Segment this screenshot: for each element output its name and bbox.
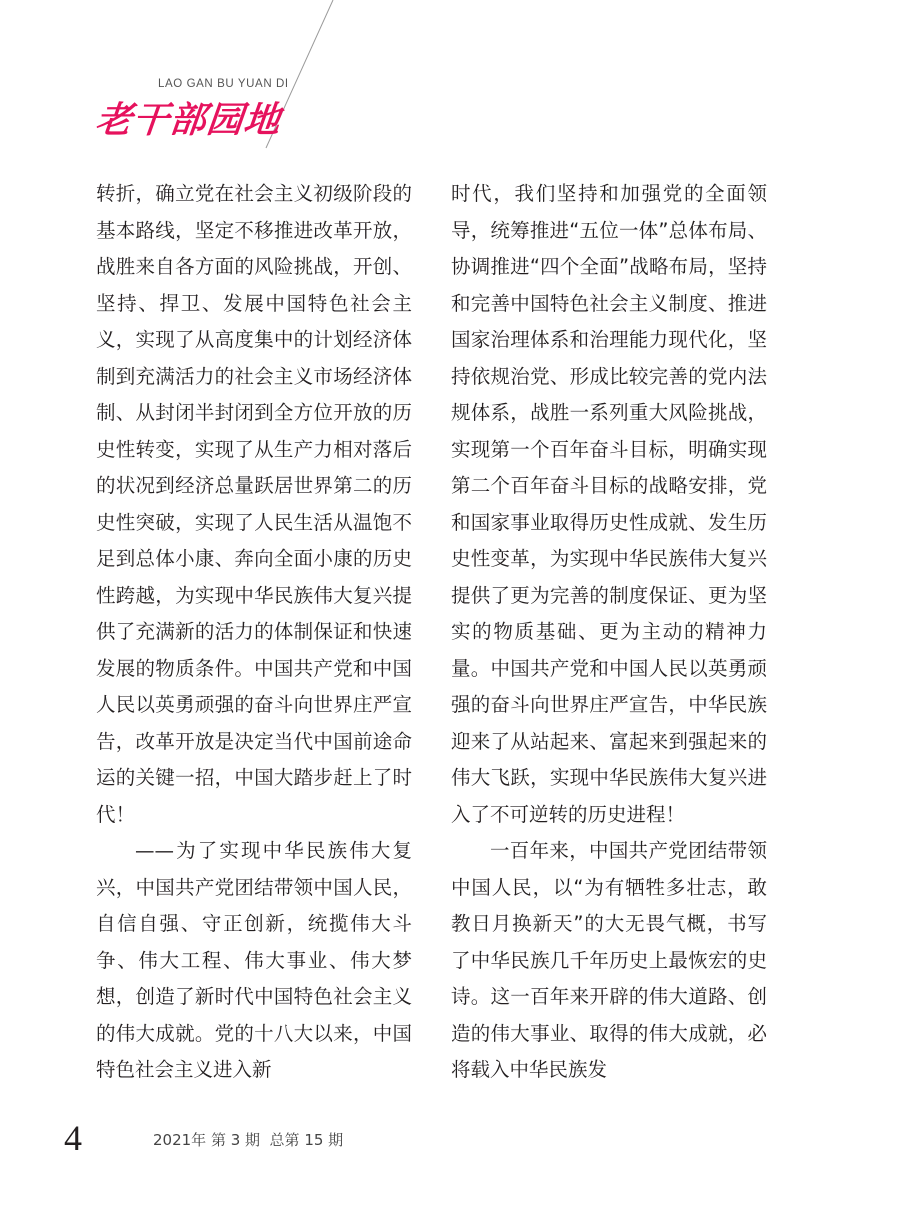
text-column-right: [451, 176, 767, 1089]
issue-info: 2021年 第 3 期 总第 15 期: [153, 1131, 344, 1149]
paragraph: 转折，确立党在社会主义初级阶段的基本路线，坚定不移推进改革开放，战胜来自各方面的风险挑战，开创、坚持、捍卫、发展中国特色社会主义，实现了从高度集中的计划经济体制到充满活力的社会主义市场经济体制、从封闭半封闭到全方位开放的历史性转变，实现了从生产力相对落后的状况到经济总量跃居世界第二的历史性突破，实现了人民生活从温饱不足到总体小康、奔向全面小康的历史性跨越，为实现中华民族伟大复兴提供了充满新的活力的体制保证和快速发展的物质条件。中国共产党和中国人民以英勇顽强的奋斗向世界庄严宣告，改革开放是决定当代中国前途命运的关键一招，中国大踏步赶上了时代！: [96, 182, 412, 826]
paragraph: 一百年来，中国共产党团结带领中国人民，以“为有牺牲多壮志，敢教日月换新天”的大无畏气概，书写了中华民族几千年历史上最恢宏的史诗。这一百年来开辟的伟大道路、创造的伟大事业、取得的伟大成就，必将载入中华民族发: [451, 839, 767, 1081]
column-logo: 老干部园地: [93, 99, 283, 141]
masthead-pinyin: LAO GAN BU YUAN DI: [158, 78, 289, 90]
paragraph: 时代，我们坚持和加强党的全面领导，统筹推进“五位一体”总体布局、协调推进“四个全面”战略布局，坚持和完善中国特色社会主义制度、推进国家治理体系和治理能力现代化，坚持依规治党、形成比较完善的党内法规体系，战胜一系列重大风险挑战，实现第一个百年奋斗目标，明确实现第二个百年奋斗目标的战略安排，党和国家事业取得历史性成就、发生历史性变革，为实现中华民族伟大复兴提供了更为完善的制度保证、更为坚实的物质基础、更为主动的精神力量。中国共产党和中国人民以英勇顽强的奋斗向世界庄严宣告，中华民族迎来了从站起来、富起来到强起来的伟大飞跃，实现中华民族伟大复兴进入了不可逆转的历史进程！: [451, 182, 767, 826]
text-column-left: [96, 176, 412, 1089]
paragraph: ——为了实现中华民族伟大复兴，中国共产党团结带领中国人民，自信自强、守正创新，统揽伟大斗争、伟大工程、伟大事业、伟大梦想，创造了新时代中国特色社会主义的伟大成就。党的十八大以来，中国特色社会主义进入新: [96, 839, 412, 1081]
page-number: 4: [64, 1118, 82, 1158]
